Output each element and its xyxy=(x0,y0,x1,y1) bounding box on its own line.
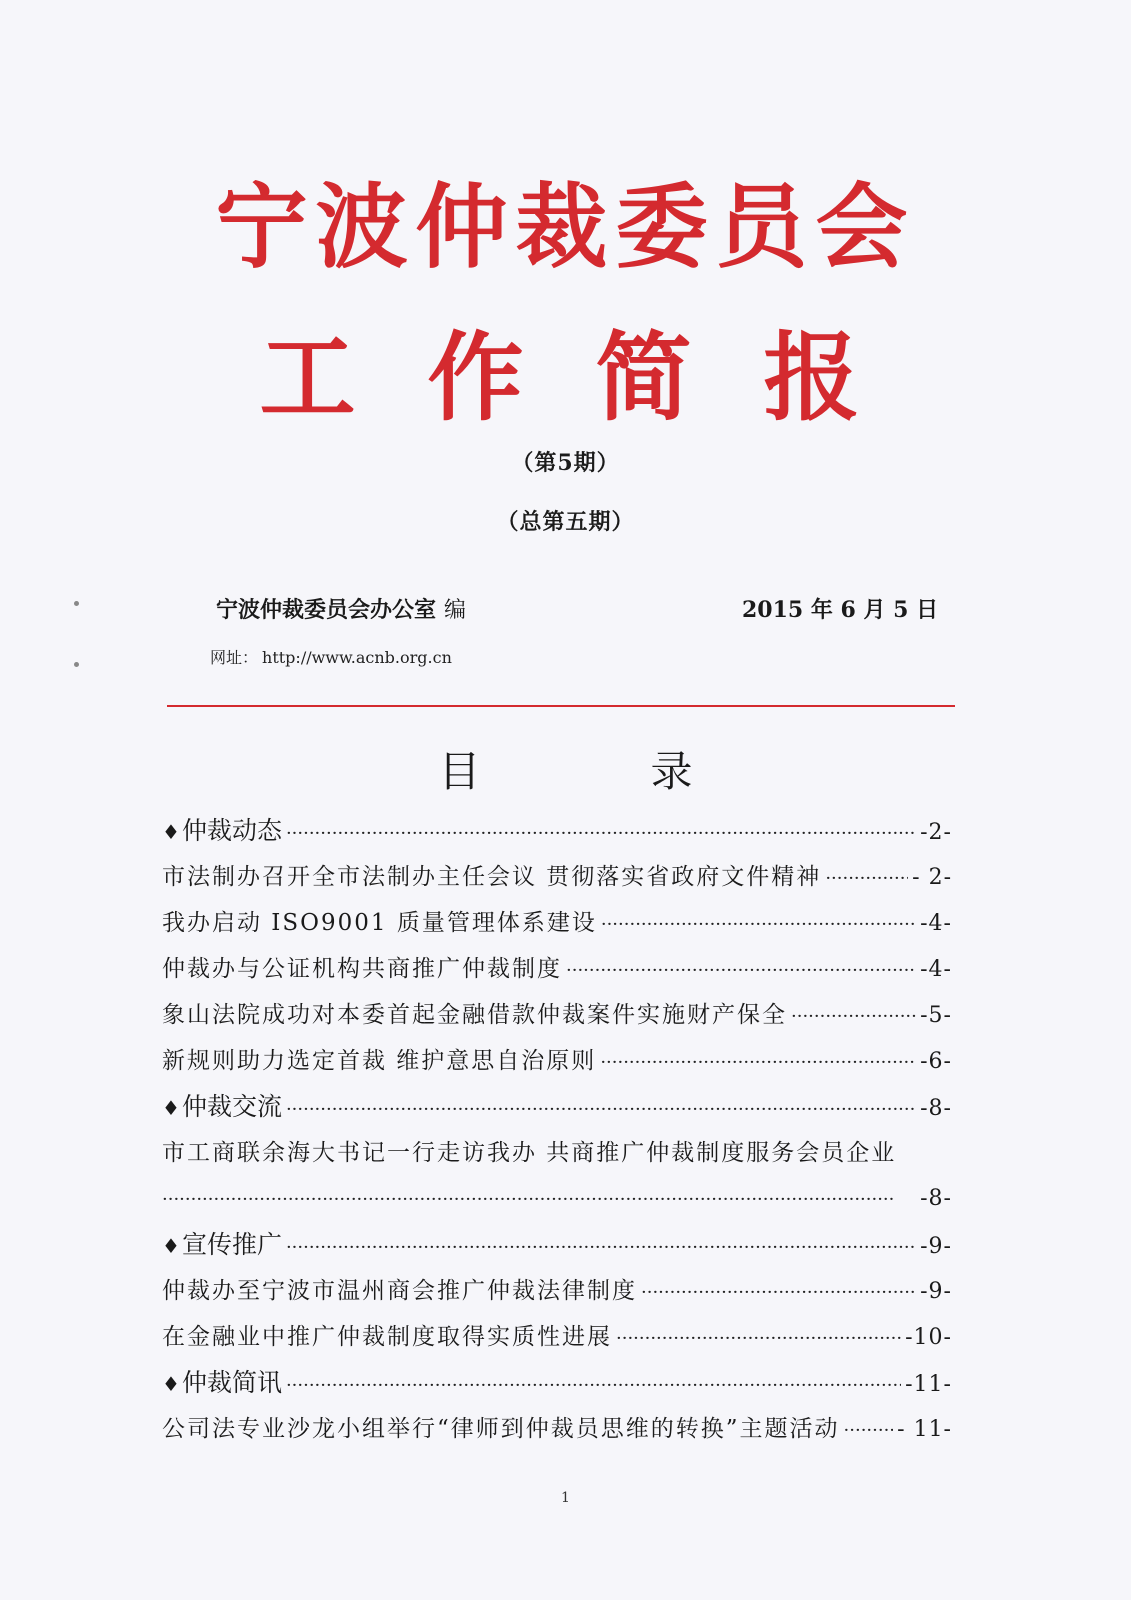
toc-page-number: -8- xyxy=(920,1186,952,1211)
website-url[interactable]: http://www.acnb.org.cn xyxy=(262,648,452,667)
total-issue-number: （总第五期） xyxy=(496,509,635,535)
toc-leader-dots xyxy=(844,1408,894,1454)
scan-mark xyxy=(74,662,79,667)
publication-date: 2015 年 6 月 5 日 xyxy=(742,597,939,623)
issue-number: （第5期） xyxy=(511,450,620,476)
toc-page-number: - 2- xyxy=(912,865,952,890)
toc-entry-text: 在金融业中推广仲裁制度取得实质性进展 xyxy=(162,1324,612,1350)
toc-entry[interactable] xyxy=(162,1038,952,1084)
toc-page-number: -9- xyxy=(920,1279,952,1304)
toc-leader-dots xyxy=(825,856,908,902)
toc-page-number: -6- xyxy=(920,1049,952,1074)
toc-leader-dots xyxy=(162,1177,916,1223)
diamond-bullet-icon: ♦ xyxy=(162,1096,180,1120)
toc-entry[interactable] xyxy=(162,900,952,946)
toc-leader-dots xyxy=(616,1316,901,1362)
toc-entry[interactable] xyxy=(162,946,952,992)
toc-leader-dots xyxy=(600,1040,916,1086)
toc-entry-text: 公司法专业沙龙小组举行“律师到仲裁员思维的转换”主题活动 xyxy=(162,1416,840,1442)
toc-page-number: -8- xyxy=(920,1096,952,1121)
toc-entry[interactable] xyxy=(162,992,952,1038)
toc-page-number: - 11- xyxy=(897,1417,952,1442)
toc-entry[interactable] xyxy=(162,854,952,900)
scan-mark xyxy=(74,601,79,606)
website-label: 网址： xyxy=(210,648,259,667)
page-number: 1 xyxy=(561,1490,570,1506)
toc-section-title: 仲裁动态 xyxy=(181,816,282,845)
toc-entry[interactable] xyxy=(162,1314,952,1360)
toc-leader-dots xyxy=(286,1225,916,1271)
toc-page-number: -5- xyxy=(920,1003,952,1028)
editor-line xyxy=(216,593,466,624)
toc-entry-text: 市法制办召开全市法制办主任会议 贯彻落实省政府文件精神 xyxy=(162,864,822,890)
organization-title: 宁波仲裁委员会 xyxy=(215,174,916,281)
toc-leader-dots xyxy=(566,948,916,994)
toc-entry-text: 新规则助力选定首裁 维护意思自治原则 xyxy=(162,1048,597,1074)
diamond-bullet-icon: ♦ xyxy=(162,820,180,844)
toc-entry-text: 仲裁办至宁波市温州商会推广仲裁法律制度 xyxy=(162,1278,637,1304)
toc-section-title: 宣传推广 xyxy=(181,1230,282,1259)
toc-entry[interactable] xyxy=(162,1268,952,1314)
toc-entry-text: 仲裁办与公证机构共商推广仲裁制度 xyxy=(162,956,562,982)
toc-leader-dots xyxy=(286,1363,901,1409)
editor-suffix: 编 xyxy=(444,598,467,623)
toc-page-number: -4- xyxy=(920,957,952,982)
bulletin-title: 工作简报 xyxy=(259,322,932,434)
toc-entry[interactable] xyxy=(162,1130,952,1176)
toc-page-number: -11- xyxy=(905,1372,952,1397)
toc-section[interactable] xyxy=(162,1360,952,1406)
diamond-bullet-icon: ♦ xyxy=(162,1372,180,1396)
toc-page-number: -10- xyxy=(905,1325,952,1350)
toc-page-number: -9- xyxy=(920,1234,952,1259)
toc-leader-dots xyxy=(791,994,916,1040)
toc-entry-text: 象山法院成功对本委首起金融借款仲裁案件实施财产保全 xyxy=(162,1002,787,1028)
toc-section[interactable] xyxy=(162,1222,952,1268)
editor-name: 宁波仲裁委员会办公室 xyxy=(216,597,437,623)
diamond-bullet-icon: ♦ xyxy=(162,1234,180,1258)
toc-leader-dots xyxy=(601,902,916,948)
toc-title: 目录 xyxy=(438,747,863,796)
toc-entry-text: 市工商联余海大书记一行走访我办 共商推广仲裁制度服务会员企业 xyxy=(162,1140,897,1166)
toc-section[interactable] xyxy=(162,808,952,854)
toc-entry[interactable] xyxy=(162,1406,952,1452)
toc-entry-continuation[interactable] xyxy=(162,1176,952,1222)
toc-page-number: -2- xyxy=(920,820,952,845)
toc-section-title: 仲裁交流 xyxy=(181,1092,282,1121)
toc-page-number: -4- xyxy=(920,911,952,936)
toc-entry-text: 我办启动 ISO9001 质量管理体系建设 xyxy=(162,910,597,936)
toc-section[interactable] xyxy=(162,1084,952,1130)
header-divider xyxy=(167,705,955,707)
table-of-contents xyxy=(162,808,952,1452)
toc-leader-dots xyxy=(286,1087,916,1133)
website-line xyxy=(210,645,452,668)
toc-leader-dots xyxy=(286,811,916,857)
toc-section-title: 仲裁简讯 xyxy=(181,1368,282,1397)
toc-leader-dots xyxy=(641,1270,916,1316)
